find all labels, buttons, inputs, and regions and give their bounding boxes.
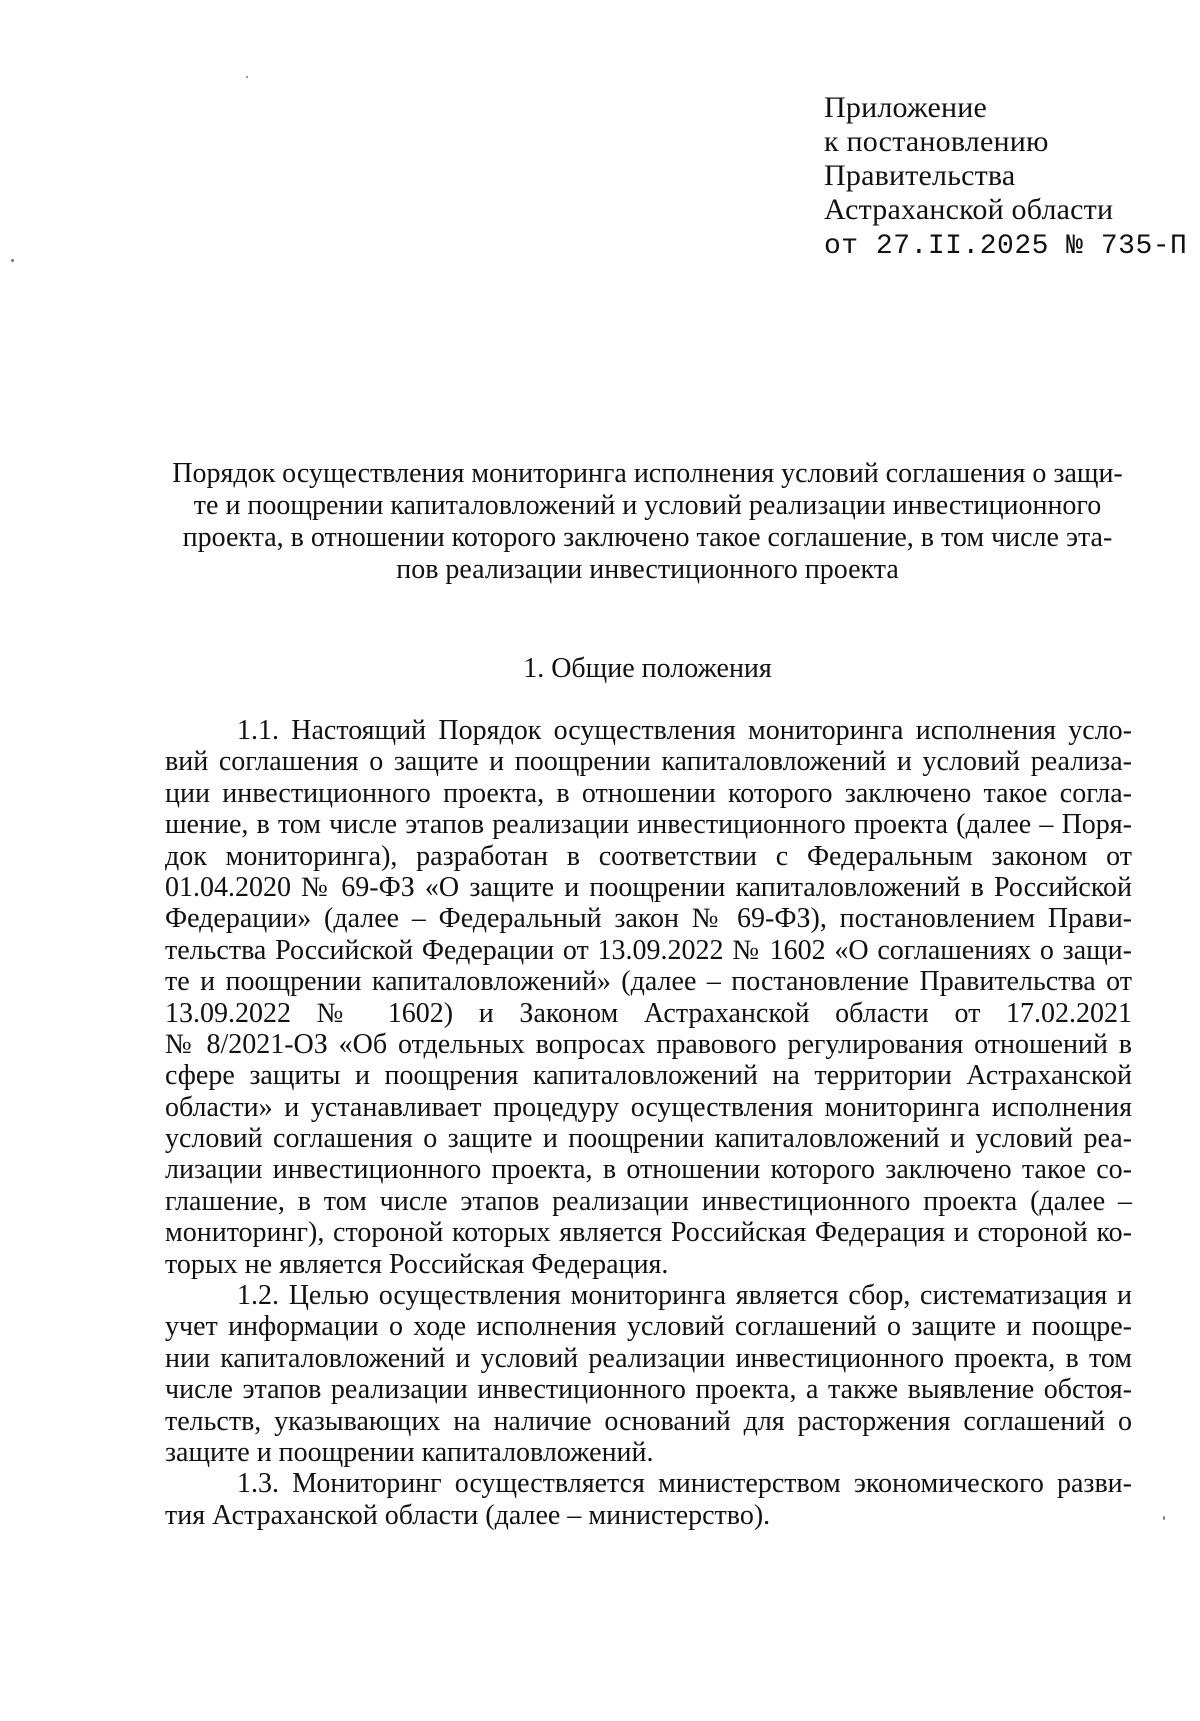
paragraph-1-1-line: тельства Российской Федерации от 13.09.2022 № 1602 «О соглашениях о защи- — [165, 934, 1132, 966]
paragraph-1-1-line: лизации инвестиционного проекта, в отношении которого заключено такое со- — [165, 1154, 1132, 1186]
approval-line: Приложение — [824, 91, 988, 124]
paragraph-1-1-line: те и поощрении капиталовложений» (далее – постановление Правительства от — [165, 966, 1132, 998]
approval-line: Астраханской области — [824, 193, 1114, 226]
approval-date-number: от 27.II.2025 № 735-П — [824, 231, 1188, 262]
document-title — [160, 458, 1135, 586]
section-heading: 1. Общие положения — [523, 653, 772, 684]
title-line: те и поощрении капиталовложений и условий реализации инвестиционного — [193, 490, 1102, 521]
approval-line: к постановлению — [824, 125, 1049, 158]
paragraph-1-3-line: тия Астраханской области (далее – министерство). — [165, 1499, 771, 1531]
approval-block — [824, 91, 1188, 264]
approval-line: Правительства — [824, 159, 1016, 192]
paragraph-1-1-line: шение, в том числе этапов реализации инвестиционного проекта (далее – Поря- — [165, 809, 1132, 841]
paragraph-1-1-line: док мониторинга), разработан в соответствии с Федеральным законом от — [165, 840, 1132, 872]
title-line: проекта, в отношении которого заключено такое соглашение, в том числе эта- — [182, 522, 1113, 553]
paragraph-1-2-line: защите и поощрении капиталовложений. — [165, 1436, 654, 1468]
title-line: пов реализации инвестиционного проекта — [396, 554, 899, 585]
approval-date-line — [824, 227, 1188, 264]
paragraph-1-1-line: ции инвестиционного проекта, в отношении которого заключено такое согла- — [165, 777, 1132, 809]
paragraph-1-1-line: мониторинг), стороной которых является Российская Федерация и стороной ко- — [165, 1217, 1132, 1249]
scan-speck — [11, 259, 14, 262]
paragraph-1-1-line: области» и устанавливает процедуру осуществления мониторинга исполнения — [165, 1091, 1132, 1123]
paragraph-1-2-line: 1.2. Целью осуществления мониторинга является сбор, систематизация и — [237, 1280, 1132, 1312]
scan-speck — [1163, 1516, 1165, 1520]
paragraph-1-1-line: Федерации» (далее – Федеральный закон № 69-ФЗ), постановлением Прави- — [165, 903, 1132, 935]
section-body — [165, 715, 1132, 1531]
paragraph-1-1-line: 13.09.2022 № 1602) и Законом Астраханской области от 17.02.2021 — [165, 997, 1132, 1029]
paragraph-1-2-line: учет информации о ходе исполнения условий соглашений о защите и поощре- — [165, 1311, 1132, 1343]
paragraph-1-1-line: 1.1. Настоящий Порядок осуществления мониторинга исполнения усло- — [237, 715, 1132, 746]
paragraph-1-3-line: 1.3. Мониторинг осуществляется министерством экономического разви- — [237, 1468, 1132, 1500]
paragraph-1-1-line: условий соглашения о защите и поощрении капиталовложений и условий реа- — [165, 1123, 1132, 1155]
paragraph-1-1-line: вий соглашения о защите и поощрении капиталовложений и условий реализа- — [165, 746, 1132, 778]
paragraph-1-1-line: сфере защиты и поощрения капиталовложений на территории Астраханской — [165, 1060, 1132, 1092]
paragraph-1-1-line: № 8/2021-ОЗ «Об отдельных вопросах правового регулирования отношений в — [165, 1028, 1132, 1060]
paragraph-1-1-line: глашение, в том числе этапов реализации инвестиционного проекта (далее – — [165, 1185, 1132, 1217]
scan-speck — [246, 76, 248, 78]
paragraph-1-1-line: 01.04.2020 № 69-ФЗ «О защите и поощрении капиталовложений в Российской — [165, 871, 1132, 903]
paragraph-1-2-line: числе этапов реализации инвестиционного проекта, а также выявление обстоя- — [165, 1374, 1132, 1406]
paragraph-1-2-line: тельств, указывающих на наличие оснований для расторжения соглашений о — [165, 1405, 1132, 1437]
title-line: Порядок осуществления мониторинга исполнения условий соглашения о защи- — [172, 458, 1123, 489]
paragraph-1-1-line: торых не является Российская Федерация. — [165, 1248, 669, 1280]
paragraph-1-2-line: нии капиталовложений и условий реализации инвестиционного проекта, в том — [165, 1342, 1132, 1374]
